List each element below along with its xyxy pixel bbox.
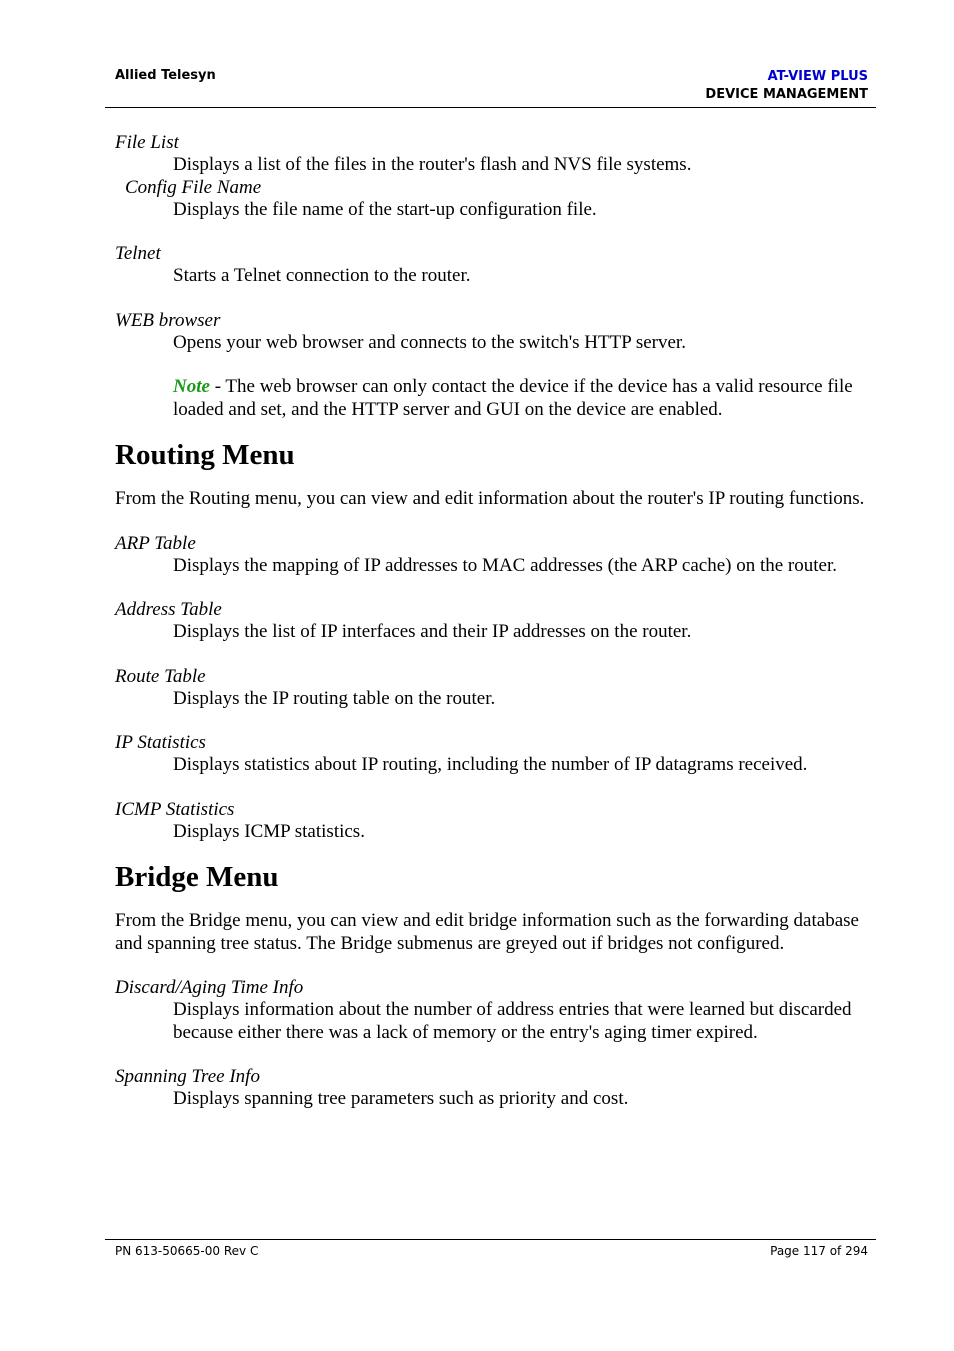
- note-label: Note: [173, 376, 210, 397]
- term-ip-statistics: IP Statistics: [115, 732, 206, 753]
- header-section: DEVICE MANAGEMENT: [705, 87, 868, 102]
- term-telnet: Telnet: [115, 243, 161, 264]
- term-icmp-statistics: ICMP Statistics: [115, 798, 235, 820]
- desc-web-browser: Opens your web browser and connects to the switch's HTTP server.: [173, 331, 686, 353]
- header-product: AT-VIEW PLUS: [767, 69, 868, 84]
- desc-ip-statistics: Displays statistics about IP routing, including the number of IP datagrams received.: [173, 754, 808, 775]
- bridge-menu-heading: Bridge Menu: [115, 861, 279, 893]
- term-spanning-tree: Spanning Tree Info: [115, 1066, 260, 1087]
- desc-icmp-statistics: Displays ICMP statistics.: [173, 820, 365, 842]
- term-route-table: Route Table: [115, 665, 206, 687]
- footer-page-number: Page 117 of 294: [770, 1244, 868, 1258]
- desc-address-table: Displays the list of IP interfaces and their IP addresses on the router.: [173, 621, 692, 642]
- header-right: [705, 68, 868, 104]
- term-file-list: File List: [115, 132, 179, 153]
- note: [173, 376, 875, 421]
- term-discard-aging: Discard/Aging Time Info: [115, 977, 304, 998]
- desc-discard-aging: Displays information about the number of address entries that were learned but discarded because either there was a lack of memory or the entry's aging timer expired.: [173, 999, 852, 1043]
- footer-part-number: PN 613-50665-00 Rev C: [115, 1244, 259, 1258]
- header-company: Allied Telesyn: [115, 68, 216, 83]
- term-config-file-name: Config File Name: [125, 176, 262, 198]
- bridge-intro: From the Bridge menu, you can view and edit bridge information such as the forwarding database and spanning tree status. The Bridge submenus are greyed out if bridges not configured.: [115, 910, 859, 954]
- routing-menu-heading: Routing Menu: [115, 439, 295, 471]
- desc-arp-table: Displays the mapping of IP addresses to MAC addresses (the ARP cache) on the router.: [173, 554, 837, 576]
- term-address-table: Address Table: [115, 599, 222, 620]
- desc-file-list: Displays a list of the files in the router's flash and NVS file systems.: [173, 154, 692, 175]
- note-text: - The web browser can only contact the device if the device has a valid resource file loaded and set, and the HTTP server and GUI on the device are enabled.: [173, 376, 853, 420]
- page-content: [115, 132, 875, 1111]
- footer-rule: [105, 1239, 876, 1240]
- term-web-browser: WEB browser: [115, 309, 221, 331]
- header-rule: [105, 107, 876, 108]
- desc-spanning-tree: Displays spanning tree parameters such as priority and cost.: [173, 1088, 629, 1109]
- routing-intro: From the Routing menu, you can view and edit information about the router's IP routing functions.: [115, 488, 865, 509]
- term-arp-table: ARP Table: [115, 532, 196, 554]
- desc-route-table: Displays the IP routing table on the router.: [173, 687, 496, 709]
- desc-telnet: Starts a Telnet connection to the router.: [173, 265, 471, 286]
- desc-config-file-name: Displays the file name of the start-up configuration file.: [173, 198, 597, 220]
